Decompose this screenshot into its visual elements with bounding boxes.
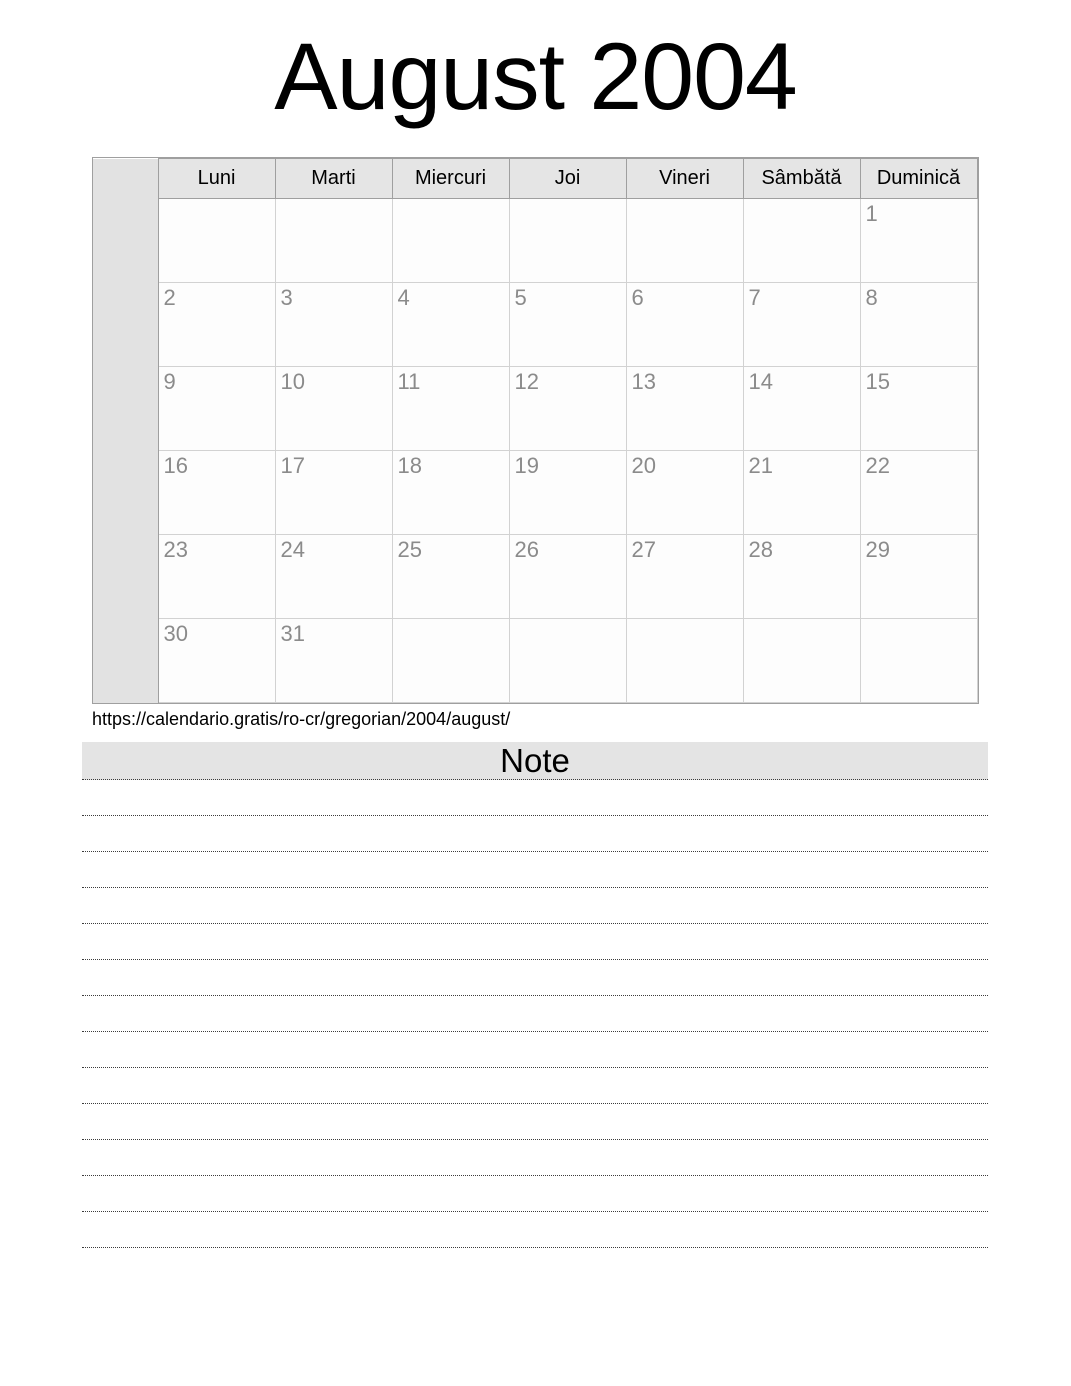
day-cell-12: 12 xyxy=(509,367,626,451)
week-row-3 xyxy=(93,451,977,535)
day-cell-9: 9 xyxy=(158,367,275,451)
day-header-4: Vineri xyxy=(626,159,743,199)
week-row-4 xyxy=(93,535,977,619)
day-cell-11: 11 xyxy=(392,367,509,451)
note-line xyxy=(82,1176,988,1212)
note-lines xyxy=(82,780,988,1248)
day-cell-28: 28 xyxy=(743,535,860,619)
note-line xyxy=(82,1104,988,1140)
day-cell-empty xyxy=(743,199,860,283)
day-cell-25: 25 xyxy=(392,535,509,619)
day-header-0: Luni xyxy=(158,159,275,199)
day-cell-1: 1 xyxy=(860,199,977,283)
calendar-header-row xyxy=(93,159,977,199)
day-cell-22: 22 xyxy=(860,451,977,535)
day-cell-17: 17 xyxy=(275,451,392,535)
day-cell-7: 7 xyxy=(743,283,860,367)
week-row-0 xyxy=(93,199,977,283)
day-cell-19: 19 xyxy=(509,451,626,535)
note-line xyxy=(82,1068,988,1104)
day-cell-20: 20 xyxy=(626,451,743,535)
day-header-1: Marti xyxy=(275,159,392,199)
notes-section xyxy=(82,742,988,1248)
day-cell-27: 27 xyxy=(626,535,743,619)
day-cell-empty xyxy=(158,199,275,283)
day-cell-2: 2 xyxy=(158,283,275,367)
note-line xyxy=(82,780,988,816)
day-cell-30: 30 xyxy=(158,619,275,703)
day-header-6: Duminică xyxy=(860,159,977,199)
corner-column xyxy=(93,159,158,703)
day-cell-16: 16 xyxy=(158,451,275,535)
calendar-container xyxy=(92,157,979,704)
day-cell-empty xyxy=(509,619,626,703)
day-cell-empty xyxy=(275,199,392,283)
day-cell-empty xyxy=(392,619,509,703)
page-title: August 2004 xyxy=(274,24,797,130)
note-line xyxy=(82,888,988,924)
day-cell-18: 18 xyxy=(392,451,509,535)
day-header-5: Sâmbătă xyxy=(743,159,860,199)
day-cell-26: 26 xyxy=(509,535,626,619)
note-line xyxy=(82,816,988,852)
day-cell-4: 4 xyxy=(392,283,509,367)
day-cell-empty xyxy=(509,199,626,283)
day-cell-3: 3 xyxy=(275,283,392,367)
note-line xyxy=(82,1212,988,1248)
day-cell-23: 23 xyxy=(158,535,275,619)
day-cell-14: 14 xyxy=(743,367,860,451)
note-line xyxy=(82,924,988,960)
day-cell-empty xyxy=(392,199,509,283)
day-cell-21: 21 xyxy=(743,451,860,535)
week-row-1 xyxy=(93,283,977,367)
week-row-2 xyxy=(93,367,977,451)
note-line xyxy=(82,852,988,888)
note-line xyxy=(82,960,988,996)
day-header-2: Miercuri xyxy=(392,159,509,199)
day-cell-13: 13 xyxy=(626,367,743,451)
day-cell-31: 31 xyxy=(275,619,392,703)
day-cell-8: 8 xyxy=(860,283,977,367)
day-cell-empty xyxy=(626,619,743,703)
note-title-bar xyxy=(82,742,988,780)
source-url: https://calendario.gratis/ro-cr/gregorian/2004/august/ xyxy=(92,709,511,729)
note-title: Note xyxy=(500,742,570,779)
day-cell-6: 6 xyxy=(626,283,743,367)
day-cell-10: 10 xyxy=(275,367,392,451)
note-line xyxy=(82,1140,988,1176)
week-row-5 xyxy=(93,619,977,703)
day-cell-empty xyxy=(743,619,860,703)
day-cell-24: 24 xyxy=(275,535,392,619)
day-header-3: Joi xyxy=(509,159,626,199)
note-line xyxy=(82,1032,988,1068)
calendar-table xyxy=(93,158,978,703)
calendar-body xyxy=(93,159,977,703)
day-cell-5: 5 xyxy=(509,283,626,367)
day-cell-empty xyxy=(860,619,977,703)
day-cell-15: 15 xyxy=(860,367,977,451)
note-line xyxy=(82,996,988,1032)
day-cell-29: 29 xyxy=(860,535,977,619)
day-cell-empty xyxy=(626,199,743,283)
